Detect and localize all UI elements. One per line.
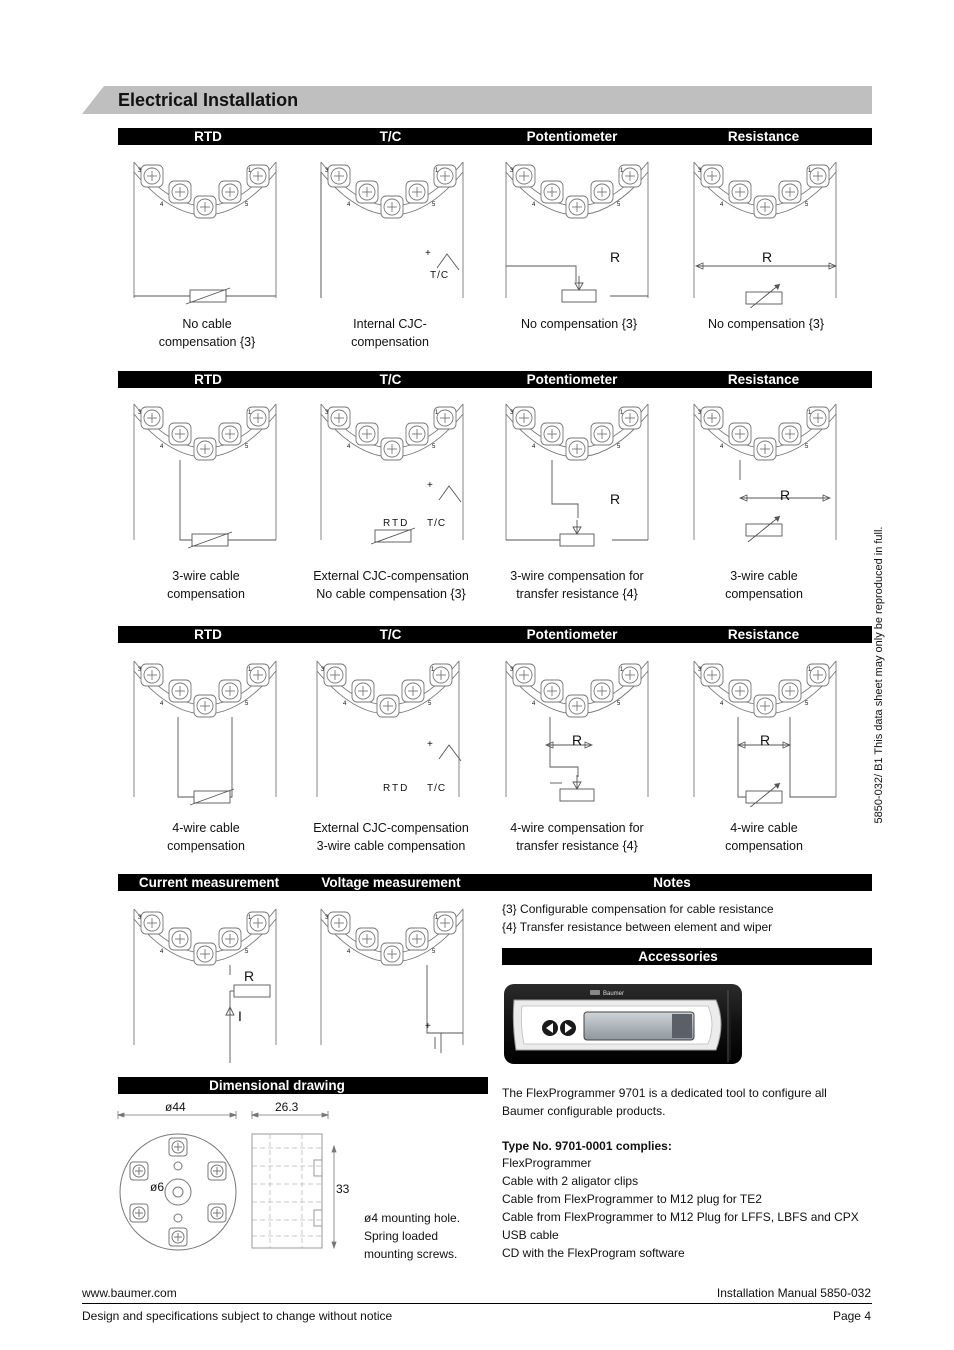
section-title-bar — [82, 86, 872, 114]
terminal-label: 4 — [532, 701, 536, 707]
tc-label: T/C — [427, 518, 447, 529]
header-band-row-1 — [118, 128, 872, 145]
caption-res-3wire: 3-wire cable compensation — [725, 569, 803, 601]
caption-tc-external: External CJC-compensation No cable compensation {3} — [313, 569, 469, 601]
transmitter-head — [321, 909, 463, 1045]
header-accessories: Accessories — [638, 949, 718, 964]
wiring-diagram-tc-external-cjc-3wire — [313, 657, 463, 807]
wiring-diagram-pot-3wire — [502, 400, 652, 550]
accessories-intro: The FlexProgrammer 9701 is a dedicated tool to configure all Baumer configurable products. — [502, 1086, 827, 1118]
transmitter-head — [317, 661, 459, 797]
rtd-label: RTD — [383, 518, 410, 529]
terminal-label: 4 — [160, 949, 164, 955]
thermocouple-symbol — [439, 486, 461, 502]
caption-pot-4wire: 4-wire compensation for transfer resistance {4} — [510, 821, 644, 853]
wiring-diagram-res-4wire — [690, 657, 840, 807]
thermocouple-symbol — [437, 254, 459, 270]
header-band-row-3 — [118, 626, 872, 643]
dim-inner-diameter: ø6 — [150, 1180, 165, 1194]
terminal-label: 5 — [617, 202, 621, 208]
terminal-label: 4 — [720, 202, 724, 208]
volt-plus-label: + — [425, 1021, 431, 1032]
footer-page: Page 4 — [832, 1309, 871, 1323]
wiring-diagram-res-3wire — [690, 400, 840, 550]
variable-arrow-head — [774, 284, 780, 290]
r-label: R — [780, 487, 791, 503]
caption-pot-3wire: 3-wire compensation for transfer resistance {4} — [510, 569, 644, 601]
header-current-measurement: Current measurement — [138, 875, 280, 890]
terminal-label: 5 — [432, 444, 436, 450]
terminal-label: 1 — [620, 410, 624, 416]
terminal-label: 5 — [432, 949, 436, 955]
terminal-label: 5 — [805, 701, 809, 707]
resistor-symbol — [562, 290, 596, 302]
header-dimensional-drawing: Dimensional drawing — [209, 1078, 345, 1093]
terminal-label: 4 — [532, 202, 536, 208]
terminal-label: 5 — [617, 444, 621, 450]
r-label: R — [760, 732, 771, 748]
terminal-label: 1 — [808, 168, 812, 174]
transmitter-head — [694, 162, 836, 298]
wiring-diagram-current — [130, 905, 280, 1065]
terminal-label: 3 — [698, 410, 702, 416]
r-label: R — [762, 249, 773, 265]
terminal-label: 3 — [321, 667, 325, 673]
terminal-label: 4 — [347, 202, 351, 208]
mounting-note: ø4 mounting hole. Spring loaded mounting screws. — [364, 1211, 461, 1261]
terminal-label: 3 — [698, 168, 702, 174]
terminal-label: 1 — [435, 915, 439, 921]
terminal-label: 1 — [435, 410, 439, 416]
footer-disclaimer: Design and specifications subject to change without notice — [82, 1309, 393, 1323]
terminal-label: 1 — [248, 667, 252, 673]
variable-arrow-head — [774, 783, 780, 789]
caption-res-4wire: 4-wire cable compensation — [725, 821, 803, 853]
header-voltage-measurement: Voltage measurement — [321, 875, 461, 890]
terminal-label: 1 — [435, 168, 439, 174]
header-band-dimensional — [118, 1077, 488, 1094]
transmitter-side-view — [248, 1132, 328, 1252]
footer-manual: Installation Manual 5850-032 — [716, 1286, 871, 1300]
r-label: R — [572, 732, 583, 748]
tc-plus-label: + — [425, 248, 431, 259]
terminal-label: 5 — [428, 701, 432, 707]
terminal-label: 5 — [245, 949, 249, 955]
caption-tc-external-3wire: External CJC-compensation 3-wire cable compensation — [313, 821, 469, 853]
header-tc: T/C — [379, 372, 402, 387]
terminal-label: 1 — [248, 410, 252, 416]
wiring-diagram-rtd-3wire — [130, 400, 280, 550]
header-resistance: Resistance — [727, 129, 800, 144]
terminal-label: 1 — [808, 667, 812, 673]
device-cable — [720, 990, 740, 1060]
transmitter-head — [694, 661, 836, 797]
terminal-label: 1 — [620, 667, 624, 673]
terminal-label: 4 — [160, 202, 164, 208]
resistor-symbol — [746, 791, 782, 803]
terminal-label: 4 — [347, 949, 351, 955]
type-number-heading: Type No. 9701-0001 complies: — [502, 1139, 672, 1153]
terminal-label: 4 — [160, 701, 164, 707]
terminal-label: 1 — [620, 168, 624, 174]
r-label: R — [610, 249, 621, 265]
list-item: CD with the FlexProgram software — [502, 1246, 685, 1260]
transmitter-top-view — [116, 1130, 240, 1254]
i-label: I — [238, 1008, 242, 1024]
caption-rtd-3wire: 3-wire cable compensation — [167, 569, 245, 601]
side-note: 5850-032/ B1 This data sheet may only be reproduced in full. — [873, 526, 885, 824]
terminal-label: 3 — [510, 410, 514, 416]
wiring-diagram-rtd-2wire — [130, 158, 280, 308]
header-notes: Notes — [653, 875, 691, 890]
header-rtd: RTD — [194, 129, 222, 144]
wire — [427, 965, 463, 1033]
transmitter-head — [506, 404, 648, 540]
accessories-list — [502, 1154, 859, 1262]
header-potentiometer: Potentiometer — [526, 627, 618, 642]
wire — [552, 460, 578, 518]
header-band-row-2 — [118, 371, 872, 388]
terminal-label: 3 — [510, 667, 514, 673]
header-resistance: Resistance — [727, 372, 800, 387]
terminal-label: 3 — [138, 410, 142, 416]
terminal-label: 1 — [248, 915, 252, 921]
header-potentiometer: Potentiometer — [526, 129, 618, 144]
caption-rtd-4wire: 4-wire cable compensation — [167, 821, 245, 853]
header-rtd: RTD — [194, 627, 222, 642]
resistor-symbol — [560, 789, 594, 801]
terminal-label: 4 — [160, 444, 164, 450]
header-tc: T/C — [379, 129, 402, 144]
terminal-label: 1 — [431, 667, 435, 673]
wire — [738, 717, 746, 797]
note-4: {4} Transfer resistance between element and wiper — [502, 920, 773, 934]
terminal-label: 5 — [245, 202, 249, 208]
caption-pot-2wire: No compensation {3} — [520, 317, 638, 331]
terminal-label: 3 — [325, 915, 329, 921]
tc-plus-label: + — [427, 480, 433, 491]
terminal-label: 4 — [720, 444, 724, 450]
list-item: USB cable — [502, 1228, 559, 1242]
wire — [506, 266, 576, 282]
wire — [790, 717, 836, 797]
header-rtd: RTD — [194, 372, 222, 387]
wiring-diagram-tc-external-cjc — [317, 400, 467, 550]
header-band-measurement — [118, 874, 872, 891]
terminal-label: 4 — [532, 444, 536, 450]
resistor-symbol — [234, 985, 270, 997]
list-item: Cable from FlexProgrammer to M12 Plug for LFFS, LBFS and CPX — [502, 1210, 859, 1224]
tc-label: T/C — [430, 270, 450, 281]
resistor-symbol — [560, 534, 594, 546]
transmitter-head — [134, 404, 276, 540]
list-item: Cable with 2 aligator clips — [502, 1174, 639, 1188]
header-resistance: Resistance — [727, 627, 800, 642]
footer-divider — [82, 1303, 872, 1304]
header-potentiometer: Potentiometer — [526, 372, 618, 387]
caption-rtd-2wire: No cable compensation {3} — [158, 317, 256, 349]
transmitter-head — [694, 404, 836, 540]
terminal-label: 3 — [325, 168, 329, 174]
terminal-label: 3 — [138, 168, 142, 174]
wire — [230, 717, 232, 797]
note-3: {3} Configurable compensation for cable resistance — [502, 902, 774, 916]
device-brand-label: Baumer — [603, 991, 625, 997]
terminal-label: 5 — [245, 701, 249, 707]
terminal-label: 1 — [808, 410, 812, 416]
terminal-label: 3 — [698, 667, 702, 673]
r-label: R — [610, 491, 621, 507]
header-tc: T/C — [379, 627, 402, 642]
resistor-symbol — [746, 292, 782, 304]
header-band-accessories — [502, 948, 872, 965]
wiring-diagram-rtd-4wire — [130, 657, 280, 807]
transmitter-head — [134, 909, 276, 1045]
tc-label: T/C — [427, 783, 447, 794]
terminal-label: 5 — [245, 444, 249, 450]
wire — [178, 717, 194, 797]
wiring-diagram-res-2wire — [690, 158, 840, 308]
flexprogrammer-device-image — [502, 978, 746, 1070]
dim-height: 33 — [336, 1182, 350, 1196]
terminal-label: 5 — [617, 701, 621, 707]
terminal-label: 4 — [720, 701, 724, 707]
wire — [180, 460, 192, 540]
caption-res-2wire: No compensation {3} — [707, 317, 825, 331]
dim-width: 26.3 — [275, 1100, 299, 1114]
terminal-label: 3 — [325, 410, 329, 416]
terminal-label: 3 — [138, 915, 142, 921]
wiring-diagram-pot-4wire — [502, 657, 652, 807]
wiring-diagram-pot-2wire — [502, 158, 652, 308]
thermocouple-symbol — [439, 745, 461, 761]
terminal-label: 3 — [510, 168, 514, 174]
terminal-label: 1 — [248, 168, 252, 174]
variable-arrow-head — [774, 516, 780, 522]
footer-website[interactable]: www.baumer.com — [82, 1286, 177, 1300]
transmitter-head — [134, 162, 276, 298]
wiring-diagram-tc-internal-cjc — [317, 158, 467, 308]
list-item: FlexProgrammer — [502, 1156, 592, 1170]
wiring-diagram-voltage — [317, 905, 467, 1065]
transmitter-head — [134, 661, 276, 797]
transmitter-head — [506, 162, 648, 298]
dim-outer-diameter: ø44 — [165, 1100, 186, 1114]
section-title: Electrical Installation — [118, 90, 299, 110]
terminal-label: 4 — [347, 444, 351, 450]
terminal-label: 5 — [805, 444, 809, 450]
rtd-label: RTD — [383, 783, 410, 794]
tc-plus-label: + — [427, 739, 433, 750]
terminal-label: 3 — [138, 667, 142, 673]
caption-tc-internal: Internal CJC- compensation — [351, 317, 429, 349]
terminal-label: 5 — [432, 202, 436, 208]
terminal-label: 5 — [805, 202, 809, 208]
r-label: R — [244, 968, 255, 984]
resistor-symbol — [746, 524, 782, 536]
terminal-label: 4 — [343, 701, 347, 707]
list-item: Cable from FlexProgrammer to M12 plug for TE2 — [502, 1192, 762, 1206]
